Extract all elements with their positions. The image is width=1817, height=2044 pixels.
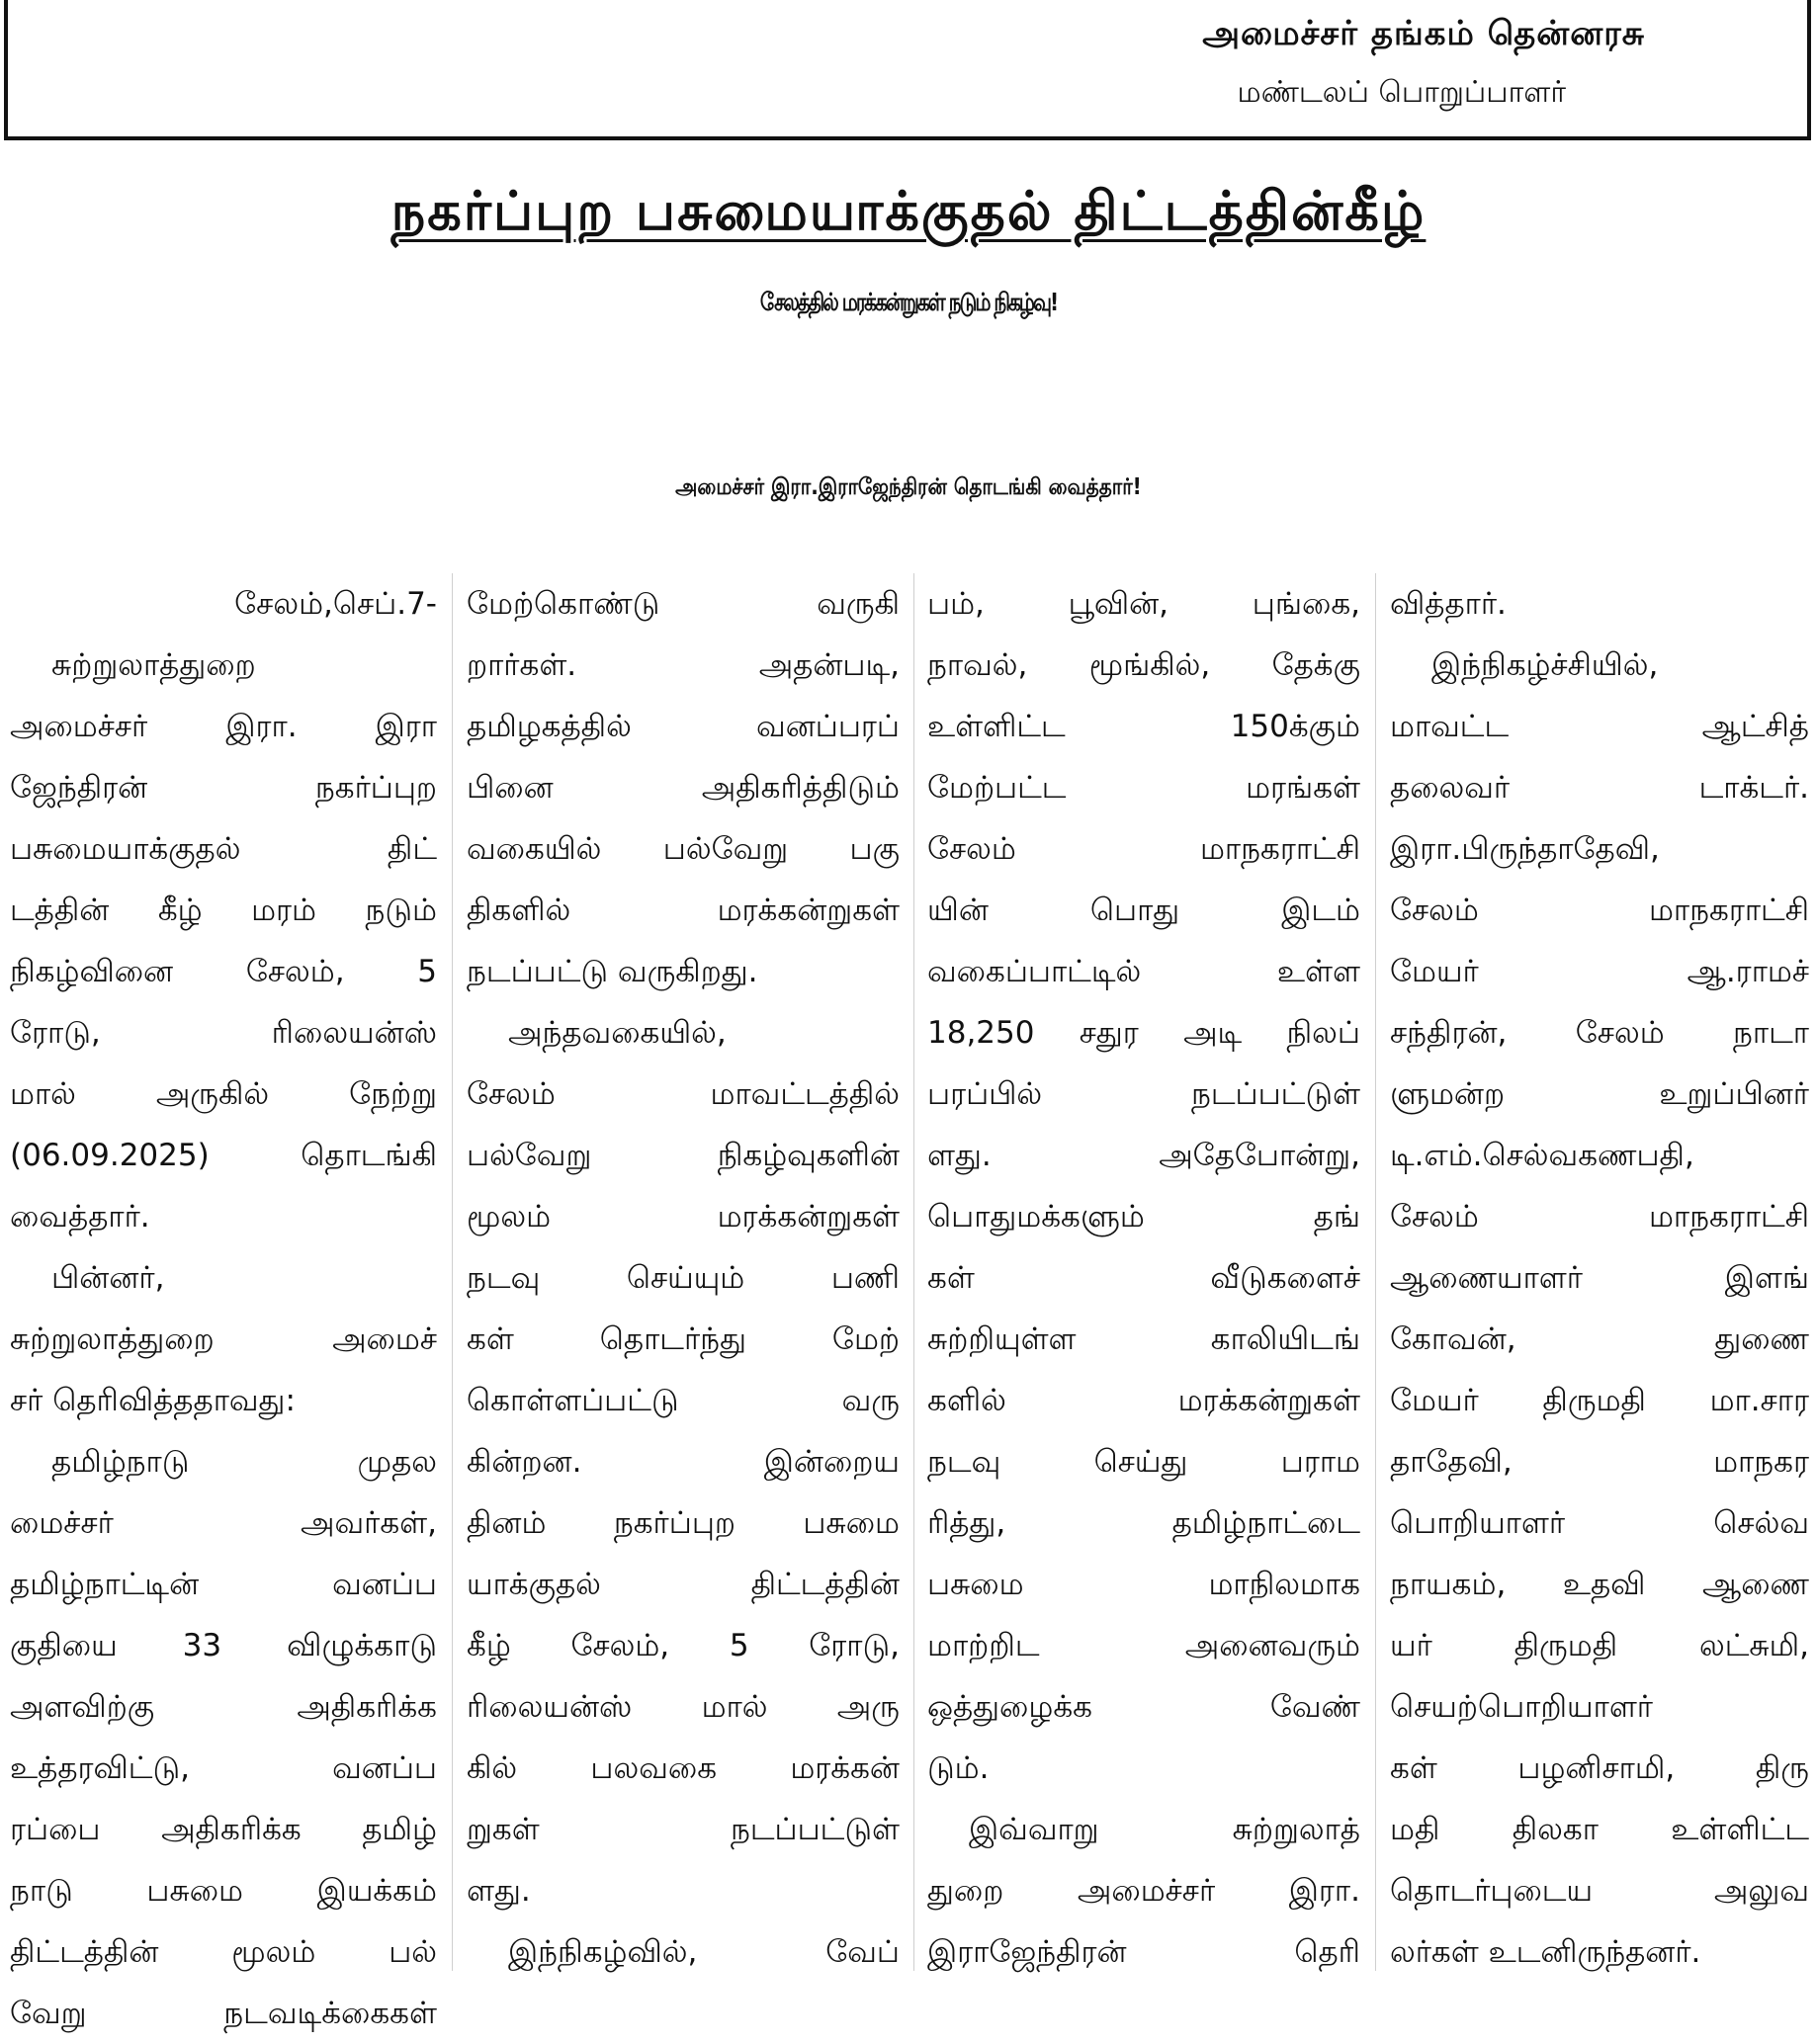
article-line: அளவிற்கு அதிகரிக்க bbox=[10, 1689, 437, 1725]
column-divider bbox=[452, 573, 453, 1971]
article-line: நிகழ்வினை சேலம், 5 bbox=[10, 954, 437, 989]
article-line: மேற்பட்ட மரங்கள் bbox=[927, 770, 1360, 806]
article-line: ரிலையன்ஸ் மால் அரு bbox=[467, 1689, 900, 1725]
article-line: கோவன், துணை bbox=[1390, 1321, 1809, 1357]
article-line: சந்திரன், சேலம் நாடா bbox=[1390, 1015, 1809, 1051]
article-line: இவ்வாறு சுற்றுலாத் bbox=[969, 1812, 1360, 1847]
column-divider bbox=[1375, 573, 1376, 1971]
article-line: உத்தரவிட்டு, வனப்ப bbox=[10, 1750, 437, 1786]
article-line: செயற்பொறியாளர் bbox=[1390, 1689, 1653, 1725]
article-line: வகைப்பாட்டில் உள்ள bbox=[927, 954, 1360, 989]
article-line: ஆணையாளர் இளங் bbox=[1390, 1260, 1809, 1296]
article-headline: சேலத்தில் மரக்கன்றுகள் நடும் நிகழ்வு! bbox=[759, 287, 1058, 316]
article-column-4 bbox=[1390, 573, 1809, 1971]
article-line: பின்னர், bbox=[51, 1260, 165, 1296]
article-line: (06.09.2025) தொடங்கி bbox=[10, 1138, 437, 1173]
article-column-2 bbox=[467, 573, 900, 1971]
article-line: கள் தொடர்ந்து மேற் bbox=[467, 1321, 900, 1357]
article-line: திட்டத்தின் மூலம் பல் bbox=[10, 1934, 437, 1970]
minister-name: அமைச்சர் தங்கம் தென்னரசு bbox=[1202, 14, 1645, 53]
article-subhead: அமைச்சர் இரா.இராஜேந்திரன் தொடங்கி வைத்தார்! bbox=[675, 472, 1142, 500]
article-line: மாற்றிட அனைவரும் bbox=[927, 1628, 1360, 1663]
article-line: பசுமை மாநிலமாக bbox=[927, 1567, 1360, 1602]
article-line: டும். bbox=[927, 1750, 990, 1786]
article-line: பொறியாளர் செல்வ bbox=[1390, 1505, 1809, 1541]
article-line: சுற்றுலாத்துறை bbox=[51, 647, 256, 683]
article-line: பொதுமக்களும் தங் bbox=[927, 1199, 1360, 1235]
column-divider bbox=[913, 573, 914, 1971]
article-line: யாக்குதல் திட்டத்தின் bbox=[467, 1567, 900, 1602]
article-line: பம், பூவின், புங்கை, bbox=[927, 586, 1360, 622]
article-line: ஒத்துழைக்க வேண் bbox=[927, 1689, 1360, 1725]
article-line: சுற்றுலாத்துறை அமைச் bbox=[10, 1321, 437, 1357]
article-line: மாவட்ட ஆட்சித் bbox=[1390, 709, 1809, 744]
article-line: மைச்சர் அவர்கள், bbox=[10, 1505, 437, 1541]
article-line: அந்தவகையில், bbox=[508, 1015, 727, 1051]
article-column-3 bbox=[927, 573, 1360, 1971]
article-line: களில் மரக்கன்றுகள் bbox=[927, 1383, 1360, 1418]
article-line: தமிழ்நாட்டின் வனப்ப bbox=[10, 1567, 437, 1602]
article-line: கள் வீடுகளைச் bbox=[927, 1260, 1360, 1296]
article-line: பசுமையாக்குதல் திட் bbox=[10, 831, 437, 867]
article-line: மால் அருகில் நேற்று bbox=[10, 1076, 437, 1112]
article-line: அமைச்சர் இரா. இரா bbox=[10, 709, 437, 744]
article-line: சேலம் மாநகராட்சி bbox=[1390, 893, 1809, 928]
article-line: மூலம் மரக்கன்றுகள் bbox=[467, 1199, 900, 1235]
article-line: யின் பொது இடம் bbox=[927, 893, 1360, 928]
article-line: ளது. அதேபோன்று, bbox=[927, 1138, 1360, 1173]
article-line: திகளில் மரக்கன்றுகள் bbox=[467, 893, 900, 928]
article-line: ரப்பை அதிகரிக்க தமிழ் bbox=[10, 1812, 437, 1847]
article-column-1 bbox=[10, 573, 437, 2031]
article-line: வேறு நடவடிக்கைகள் bbox=[10, 1996, 437, 2031]
article-line: வித்தார். bbox=[1390, 586, 1507, 622]
article-line: உள்ளிட்ட 150க்கும் bbox=[927, 709, 1360, 744]
minister-role: மண்டலப் பொறுப்பாளர் bbox=[1237, 75, 1566, 110]
article-line: கின்றன. இன்றைய bbox=[467, 1444, 900, 1480]
article-line: சேலம் மாநகராட்சி bbox=[927, 831, 1360, 867]
article-line: கொள்ளப்பட்டு வரு bbox=[467, 1383, 900, 1418]
article-line: தமிழகத்தில் வனப்பரப் bbox=[467, 709, 900, 744]
article-line: ரோடு, ரிலையன்ஸ் bbox=[10, 1015, 437, 1051]
article-line: மேற்கொண்டு வருகி bbox=[467, 586, 900, 622]
article-line: றார்கள். அதன்படி, bbox=[467, 647, 900, 683]
article-line: பல்வேறு நிகழ்வுகளின் bbox=[467, 1138, 900, 1173]
article-line: கள் பழனிசாமி, திரு bbox=[1390, 1750, 1809, 1786]
article-line: இந்நிகழ்ச்சியில், bbox=[1431, 647, 1659, 683]
article-line: தலைவர் டாக்டர். bbox=[1390, 770, 1809, 806]
article-line: நடவு செய்யும் பணி bbox=[467, 1260, 900, 1296]
article-line: 18,250 சதுர அடி நிலப் bbox=[927, 1015, 1360, 1051]
header-box bbox=[4, 0, 1811, 140]
article-line: தினம் நகர்ப்புற பசுமை bbox=[467, 1505, 900, 1541]
article-line: ஜேந்திரன் நகர்ப்புற bbox=[10, 770, 437, 806]
article-line: ளது. bbox=[467, 1873, 531, 1909]
article-line: சர் தெரிவித்ததாவது: bbox=[10, 1383, 296, 1418]
article-line: மேயர் திருமதி மா.சார bbox=[1390, 1383, 1809, 1418]
article-line: இராஜேந்திரன் தெரி bbox=[927, 1934, 1360, 1970]
article-line: சேலம்,செப்.7- bbox=[234, 586, 437, 622]
article-line: பினை அதிகரித்திடும் bbox=[467, 770, 900, 806]
article-line: லர்கள் உடனிருந்தனர். bbox=[1390, 1934, 1701, 1970]
article-body bbox=[10, 573, 1809, 2031]
article-kicker bbox=[0, 180, 1817, 250]
article-line: நாவல், மூங்கில், தேக்கு bbox=[927, 647, 1360, 683]
article-line: வகையில் பல்வேறு பகு bbox=[467, 831, 900, 867]
article-line: கீழ் சேலம், 5 ரோடு, bbox=[467, 1628, 900, 1663]
article-line: இந்நிகழ்வில், வேப் bbox=[508, 1934, 900, 1970]
article-line: நடப்பட்டு வருகிறது. bbox=[467, 954, 758, 989]
article-line: இரா.பிருந்தாதேவி, bbox=[1390, 831, 1660, 867]
article-line: நாயகம், உதவி ஆணை bbox=[1390, 1567, 1809, 1602]
article-line: குதியை 33 விழுக்காடு bbox=[10, 1628, 437, 1663]
article-line: பரப்பில் நடப்பட்டுள் bbox=[927, 1076, 1360, 1112]
article-line: தமிழ்நாடு முதல bbox=[51, 1444, 437, 1480]
article-line: சேலம் மாநகராட்சி bbox=[1390, 1199, 1809, 1235]
article-line: றுகள் நடப்பட்டுள் bbox=[467, 1812, 900, 1847]
article-line: மதி திலகா உள்ளிட்ட bbox=[1390, 1812, 1809, 1847]
article-line: டத்தின் கீழ் மரம் நடும் bbox=[10, 893, 437, 928]
article-line: யர் திருமதி லட்சுமி, bbox=[1390, 1628, 1809, 1663]
article-line: தாதேவி, மாநகர bbox=[1390, 1444, 1809, 1480]
article-line: தொடர்புடைய அலுவ bbox=[1390, 1873, 1809, 1909]
article-line: ரித்து, தமிழ்நாட்டை bbox=[927, 1505, 1360, 1541]
article-line: சேலம் மாவட்டத்தில் bbox=[467, 1076, 900, 1112]
article-line: வைத்தார். bbox=[10, 1199, 150, 1235]
article-line: துறை அமைச்சர் இரா. bbox=[927, 1873, 1360, 1909]
article-line: நடவு செய்து பராம bbox=[927, 1444, 1360, 1480]
article-kicker-text: நகர்ப்புற பசுமையாக்குதல் திட்டத்தின்கீழ் bbox=[390, 180, 1427, 242]
article-line: டி.எம்.செல்வகணபதி, bbox=[1390, 1138, 1694, 1173]
article-line: கில் பலவகை மரக்கன் bbox=[467, 1750, 900, 1786]
article-line: ளுமன்ற உறுப்பினர் bbox=[1390, 1076, 1809, 1112]
article-line: மேயர் ஆ.ராமச் bbox=[1390, 954, 1809, 989]
article-line: நாடு பசுமை இயக்கம் bbox=[10, 1873, 437, 1909]
article-line: சுற்றியுள்ள காலியிடங் bbox=[927, 1321, 1360, 1357]
